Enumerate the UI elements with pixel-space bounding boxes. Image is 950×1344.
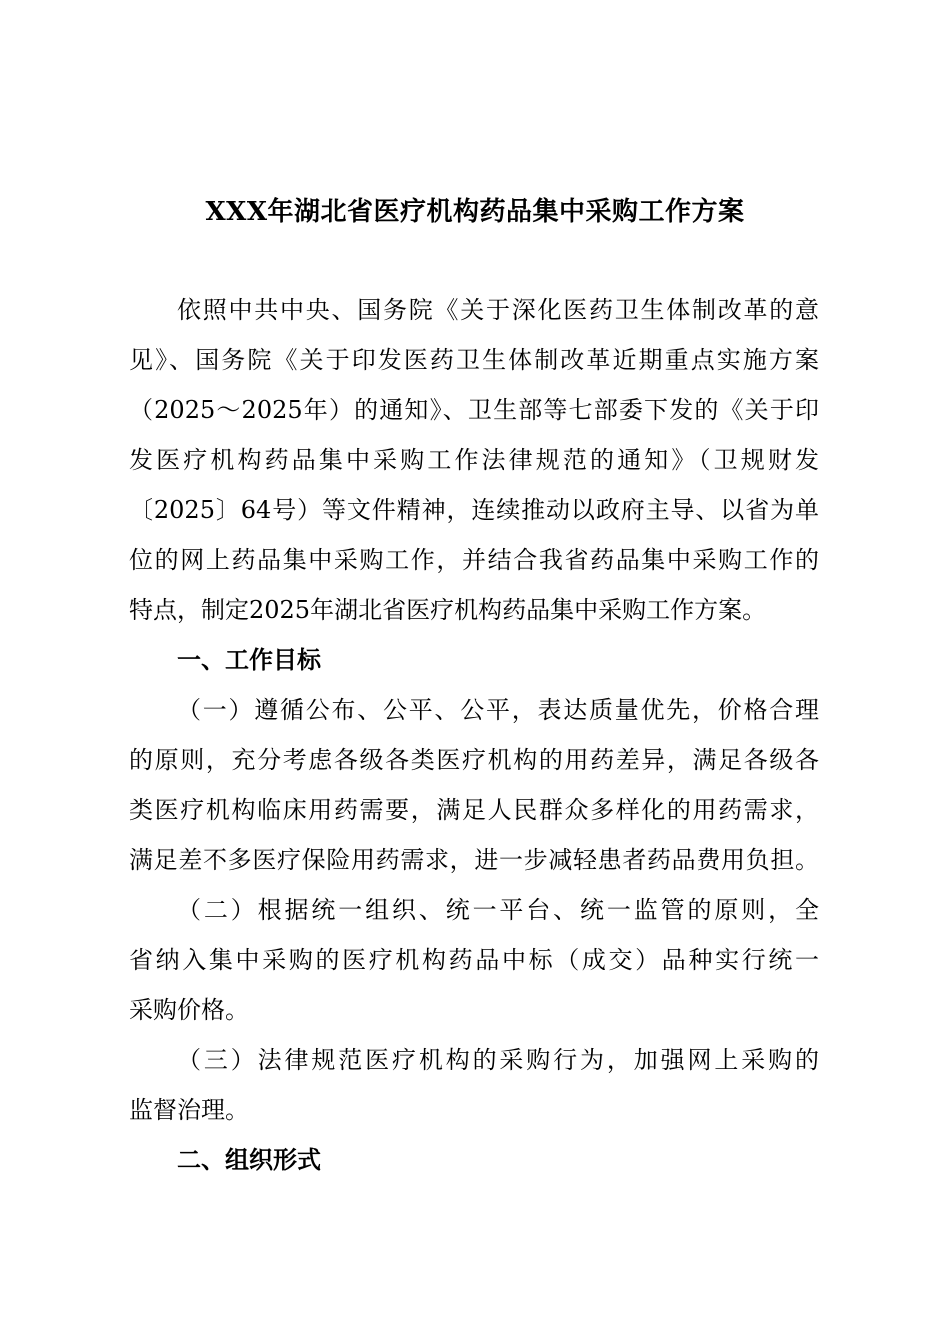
intro-line-3: （2025～2025年）的通知》、卫生部等七部委下发的《关于印 (129, 396, 819, 424)
section-heading-work-goals: 一、工作目标 (177, 646, 321, 674)
document-title: XXX年湖北省医疗机构药品集中采购工作方案 (205, 197, 745, 227)
intro-line-4: 发医疗机构药品集中采购工作法律规范的通知》（卫规财发 (129, 446, 819, 474)
item1-line-3: 类医疗机构临床用药需要，满足人民群众多样化的用药需求， (129, 796, 819, 824)
item3-line-2: 监督治理。 (129, 1096, 249, 1124)
item3-line-1: （三）法律规范医疗机构的采购行为，加强网上采购的 (177, 1046, 819, 1074)
item2-line-1: （二）根据统一组织、统一平台、统一监管的原则，全 (177, 896, 819, 924)
intro-line-6: 位的网上药品集中采购工作，并结合我省药品集中采购工作的 (129, 546, 819, 574)
section-heading-organization-form: 二、组织形式 (177, 1146, 321, 1174)
item1-line-4: 满足差不多医疗保险用药需求，进一步减轻患者药品费用负担。 (129, 846, 819, 874)
intro-line-2: 见》、国务院《关于印发医药卫生体制改革近期重点实施方案 (129, 346, 819, 374)
item1-line-1: （一）遵循公布、公平、公平，表达质量优先，价格合理 (177, 696, 819, 724)
item1-line-2: 的原则，充分考虑各级各类医疗机构的用药差异，满足各级各 (129, 746, 819, 774)
intro-line-7: 特点，制定2025年湖北省医疗机构药品集中采购工作方案。 (129, 596, 767, 624)
intro-line-1: 依照中共中央、国务院《关于深化医药卫生体制改革的意 (177, 296, 819, 324)
intro-line-5: 〔2025〕64号）等文件精神，连续推动以政府主导、以省为单 (129, 496, 819, 524)
item2-line-3: 采购价格。 (129, 996, 249, 1024)
item2-line-2: 省纳入集中采购的医疗机构药品中标（成交）品种实行统一 (129, 946, 819, 974)
